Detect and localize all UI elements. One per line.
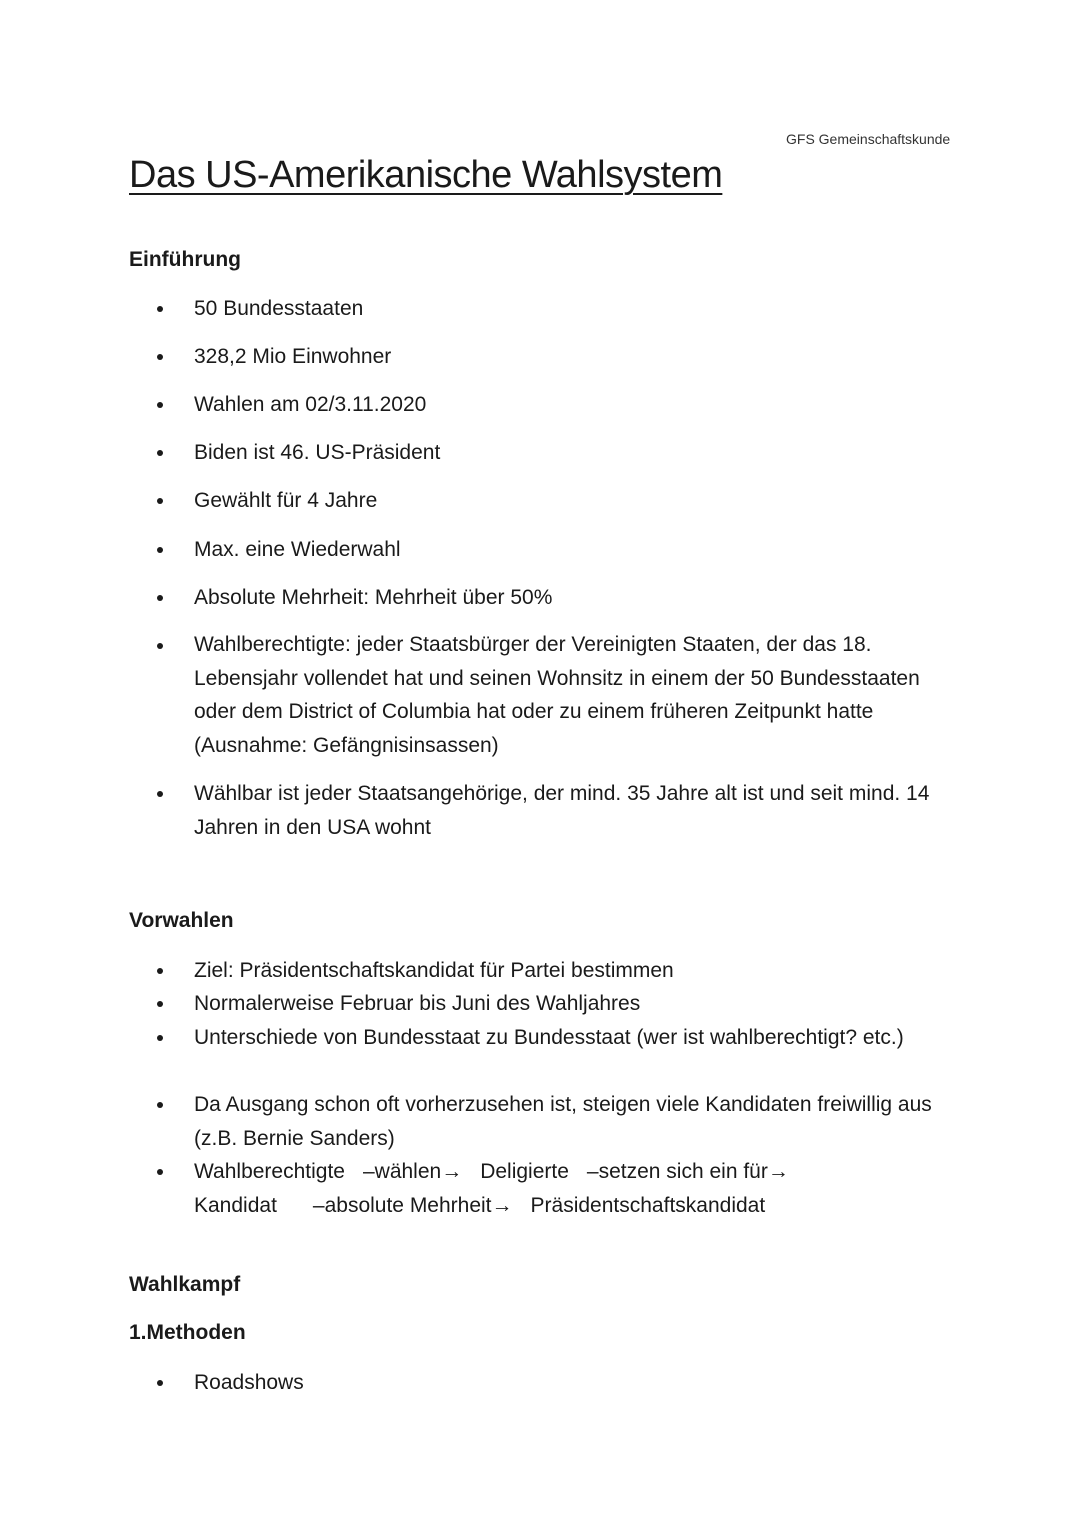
list-item: Wählbar ist jeder Staatsangehörige, der mind. 35 Jahre alt ist und seit mind. 14 Jahren in den USA wohnt: [194, 782, 930, 839]
list-item: Absolute Mehrheit: Mehrheit über 50%: [194, 586, 553, 609]
flow-arrow-setzen-sich-ein: –setzen sich ein für→: [586, 1160, 789, 1183]
bullet-icon: [155, 593, 165, 603]
list-item: Wahlen am 02/3.11.2020: [194, 393, 427, 416]
list-item: Da Ausgang schon oft vorherzusehen ist, steigen viele Kandidaten freiwillig aus (z.B. Bernie Sanders): [194, 1093, 932, 1150]
bullet-icon: [155, 641, 165, 651]
list-item: Unterschiede von Bundesstaat zu Bundesstaat (wer ist wahlberechtigt? etc.): [194, 1026, 904, 1049]
subsection-heading-methoden: 1.Methoden: [129, 1321, 246, 1344]
flow-step-wahlberechtigte: Wahlberechtigte: [194, 1160, 345, 1183]
bullet-icon: [155, 448, 165, 458]
section-heading-einfuehrung: Einführung: [129, 248, 241, 271]
list-item: Biden ist 46. US-Präsident: [194, 441, 441, 464]
bullet-icon: [155, 1378, 165, 1388]
flow-item: [194, 1155, 954, 1222]
flow-arrow-waehlen: –wählen→: [362, 1160, 463, 1183]
section-heading-wahlkampf: Wahlkampf: [129, 1273, 241, 1296]
bullet-icon: [155, 352, 165, 362]
bullet-icon: [155, 1167, 165, 1177]
bullet-icon: [155, 1033, 165, 1043]
bullet-icon: [155, 545, 165, 555]
bullet-icon: [155, 400, 165, 410]
list-item: Roadshows: [194, 1371, 304, 1394]
bullet-icon: [155, 789, 165, 799]
list-item: 328,2 Mio Einwohner: [194, 345, 392, 368]
bullet-icon: [155, 1100, 165, 1110]
bullet-icon: [155, 966, 165, 976]
section-heading-vorwahlen: Vorwahlen: [129, 909, 234, 932]
flow-step-kandidat: Kandidat: [194, 1193, 277, 1217]
flow-step-deligierte: Deligierte: [480, 1160, 569, 1183]
page-title: Das US-Amerikanische Wahlsystem: [129, 154, 723, 196]
flow-arrow-absolute-mehrheit: –absolute Mehrheit→: [312, 1193, 513, 1217]
list-item: Gewählt für 4 Jahre: [194, 489, 378, 512]
list-item: Wahlberechtigte: jeder Staatsbürger der Vereinigten Staaten, der das 18. Lebensjahr vollendet hat und seinen Wohnsitz in einem der 50 Bundesstaaten oder dem District of Columbia hat oder zu einem früheren Zeitpunkt hatte (Ausnahme: Gefängnisinsassen): [194, 633, 920, 757]
bullet-icon: [155, 999, 165, 1009]
bullet-icon: [155, 496, 165, 506]
bullet-icon: [155, 304, 165, 314]
header-note: GFS Gemeinschaftskunde: [786, 131, 951, 147]
list-item: Ziel: Präsidentschaftskandidat für Partei bestimmen: [194, 959, 674, 982]
flow-step-praesidentschaftskandidat: Präsidentschaftskandidat: [530, 1193, 766, 1217]
list-item: 50 Bundesstaaten: [194, 297, 364, 320]
list-item: Normalerweise Februar bis Juni des Wahljahres: [194, 992, 641, 1015]
list-item: Max. eine Wiederwahl: [194, 538, 401, 561]
